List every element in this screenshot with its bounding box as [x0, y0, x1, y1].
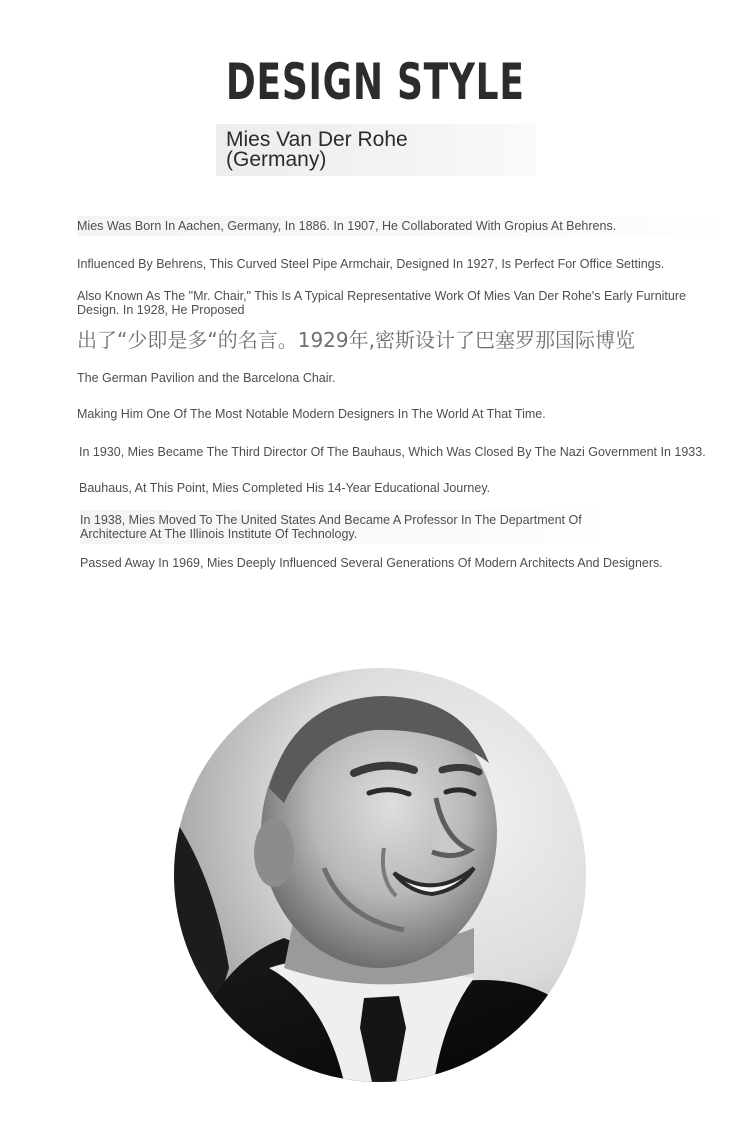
ear — [254, 819, 294, 887]
designer-country: (Germany) — [226, 148, 327, 171]
bio-paragraph-5: Making Him One Of The Most Notable Modern Designers In The World At That Time. — [77, 407, 546, 421]
bio-paragraph-2: Influenced By Behrens, This Curved Steel Pipe Armchair, Designed In 1927, Is Perfect For Office Settings. — [77, 257, 665, 271]
bio-paragraph-9: Passed Away In 1969, Mies Deeply Influenced Several Generations Of Modern Architects And Designers. — [80, 556, 663, 570]
designer-name: Mies Van Der Rohe — [226, 128, 408, 151]
page-title: DESIGN STYLE — [225, 53, 525, 111]
portrait-illustration — [174, 668, 586, 1082]
designer-heading — [226, 130, 526, 170]
bio-paragraph-3: Also Known As The "Mr. Chair," This Is A Typical Representative Work Of Mies Van Der Rohe's Early Furniture Design. In 1928, He Proposed — [77, 289, 686, 317]
bio-paragraph-8: In 1938, Mies Moved To The United States And Became A Professor In The Department Of Architecture At The Illinois Institute Of Technology. — [80, 510, 610, 544]
bio-paragraph-chinese: 出了“少即是多“的名言。1929年,密斯设计了巴塞罗那国际博览 — [77, 328, 635, 352]
portrait-photo — [174, 668, 586, 1082]
bio-paragraph-4: The German Pavilion and the Barcelona Chair. — [77, 371, 336, 385]
bio-paragraph-1: Mies Was Born In Aachen, Germany, In 1886. In 1907, He Collaborated With Gropius At Behrens. — [77, 216, 727, 236]
bio-paragraph-6: In 1930, Mies Became The Third Director Of The Bauhaus, Which Was Closed By The Nazi Government In 1933. — [79, 445, 706, 459]
bio-paragraph-7: Bauhaus, At This Point, Mies Completed His 14-Year Educational Journey. — [79, 481, 491, 495]
